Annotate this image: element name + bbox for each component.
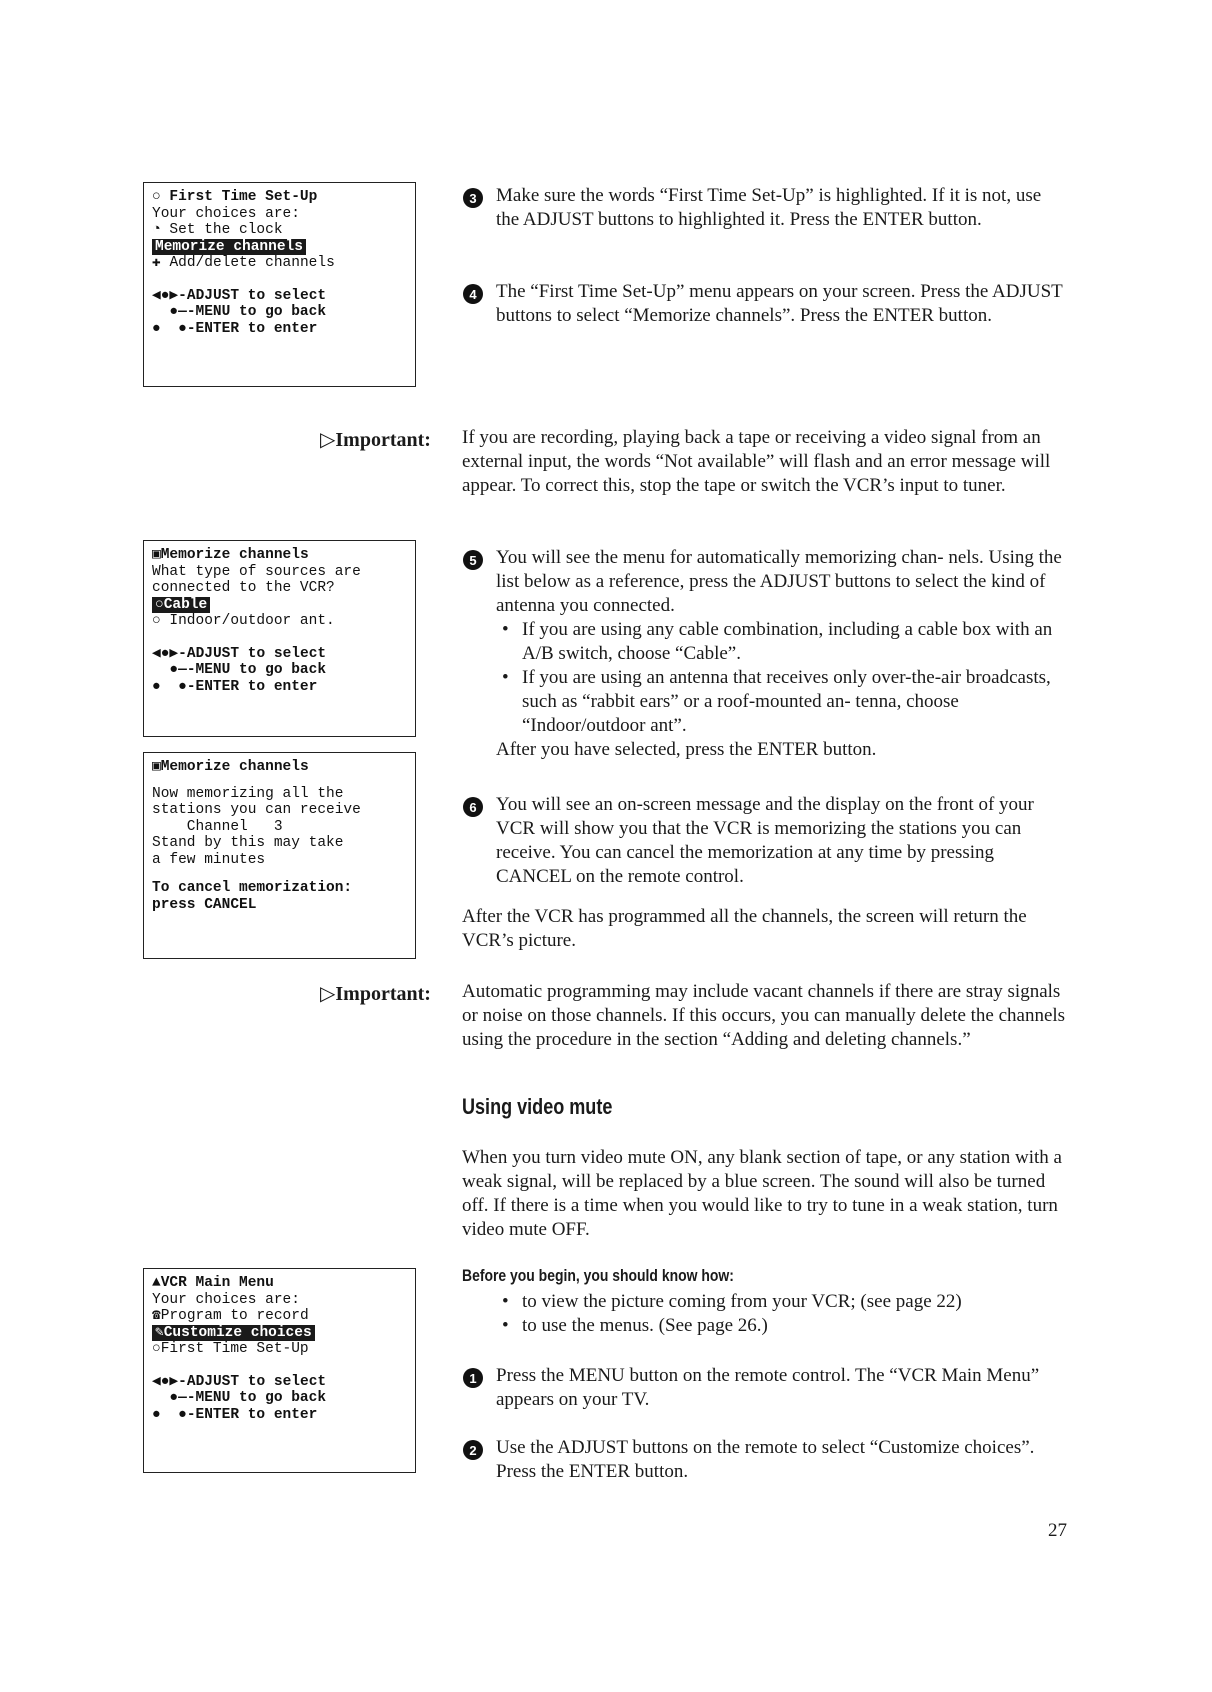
memorizing-channel: Channel 3 — [152, 818, 283, 835]
option-cable-selected: ○Cable — [152, 597, 210, 614]
nav-menu: ●—-MENU to go back — [152, 304, 327, 320]
nav-enter: ● ●-ENTER to enter — [152, 1406, 318, 1423]
after-programmed-text: After the VCR has programmed all the channels, the screen will return the VCR’s picture. — [462, 906, 1027, 951]
step-5-bullet-cable: • If you are using any cable combination, including a cable box with an A/B switch, choose “Cable”. — [496, 618, 1066, 666]
step-5-text: You will see the menu for automatically memorizing chan- nels. Using the list below as a reference, press the ADJUST buttons to select the kind of antenna you connected. — [496, 547, 1062, 616]
screen-title: ▣Memorize channels — [152, 759, 309, 775]
option-program-record: ☎Program to record — [152, 1308, 309, 1324]
important-label-1: ▷Important: — [320, 429, 431, 451]
video-mute-intro: When you turn video mute ON, any blank section of tape, or any station with a weak signal, will be replaced by a blue screen. The sound will also be turned off. If there is a time when you would like to try to tune in a weak station, turn video mute OFF. — [462, 1147, 1062, 1240]
memorizing-line-1: Now memorizing all the — [152, 785, 344, 802]
nav-enter: ● ●-ENTER to enter — [152, 320, 318, 337]
before-item-view-picture: • to view the picture coming from your VCR; (see page 22) — [496, 1290, 1066, 1314]
important-text-2: Automatic programming may include vacant channels if there are stray signals or noise on those channels. If this occurs, you can manually delete the channels using the procedure in the section “Adding and deleting channels.” — [462, 981, 1066, 1050]
step-5-block — [496, 546, 1066, 762]
memorizing-line-5: a few minutes — [152, 851, 266, 868]
step-6-badge: 6 — [463, 797, 483, 817]
step-4-badge: 4 — [463, 284, 483, 304]
cancel-line-1: To cancel memorization: — [152, 880, 353, 896]
nav-enter: ● ●-ENTER to enter — [152, 678, 318, 695]
nav-adjust: ◀●▶-ADJUST to select — [152, 1373, 327, 1390]
memorize-type-screen — [143, 540, 416, 737]
screen-title: ▣Memorize channels — [152, 547, 309, 563]
option-memorize-channels-selected: Memorize channels — [152, 239, 306, 256]
nav-adjust: ◀●▶-ADJUST to select — [152, 287, 327, 304]
before-you-begin-heading: Before you begin, you should know how: — [462, 1266, 734, 1285]
step-3-text: Make sure the words “First Time Set-Up” is highlighted. If it is not, use the ADJUST buttons to highlighted it. Press the ENTER button. — [496, 185, 1042, 230]
vcr-main-menu-screen — [143, 1268, 416, 1473]
before-item-use-menus: • to use the menus. (See page 26.) — [496, 1314, 1066, 1338]
screen-title: ○ First Time Set-Up — [152, 189, 318, 205]
section-heading: Using video mute — [462, 1094, 613, 1119]
step-5-badge: 5 — [463, 550, 483, 570]
screen-prompt: Your choices are: — [152, 205, 300, 222]
step-2-badge: 2 — [463, 1440, 483, 1460]
step-1-badge: 1 — [463, 1368, 483, 1388]
step-5-after: After you have selected, press the ENTER button. — [496, 739, 877, 760]
option-first-time-setup: ○First Time Set-Up — [152, 1341, 309, 1357]
screen-prompt: Your choices are: — [152, 1291, 300, 1308]
before-you-begin-list — [496, 1290, 1066, 1338]
nav-menu: ●—-MENU to go back — [152, 662, 327, 678]
page-number: 27 — [1048, 1520, 1067, 1541]
memorizing-line-2: stations you can receive — [152, 802, 361, 818]
first-time-setup-screen — [143, 182, 416, 387]
step-5-bullet-antenna: • If you are using an antenna that receives only over-the-air broadcasts, such as “rabbit ears” or a roof-mounted an- tenna, choose “Indoor/outdoor ant”. — [496, 666, 1066, 738]
memorizing-line-4: Stand by this may take — [152, 835, 344, 851]
step-1-text: Press the MENU button on the remote control. The “VCR Main Menu” appears on your TV. — [496, 1365, 1040, 1410]
option-add-delete: ✚ Add/delete channels — [152, 255, 335, 271]
screen-title: ▲VCR Main Menu — [152, 1275, 274, 1291]
cancel-line-2: press CANCEL — [152, 896, 257, 913]
screen-prompt-2: connected to the VCR? — [152, 580, 335, 596]
step-3-badge: 3 — [463, 188, 483, 208]
step-4-text: The “First Time Set-Up” menu appears on your screen. Press the ADJUST buttons to select “Memorize channels”. Press the ENTER button. — [496, 281, 1063, 326]
important-text-1: If you are recording, playing back a tape or receiving a video signal from an external input, the words “Not available” will flash and an error message will appear. To correct this, stop the tape or switch the VCR’s input to tuner. — [462, 427, 1051, 496]
step-6-text: You will see an on-screen message and the display on the front of your VCR will show you that the VCR is memorizing the stations you can receive. You can cancel the memorization at any time by pressing CANCEL on the remote control. — [496, 794, 1034, 887]
nav-adjust: ◀●▶-ADJUST to select — [152, 645, 327, 662]
important-label-2: ▷Important: — [320, 983, 431, 1005]
option-set-clock: ◔ Set the clock — [152, 222, 283, 238]
screen-prompt-1: What type of sources are — [152, 563, 361, 580]
option-customize-selected: ✎Customize choices — [152, 1325, 315, 1342]
step-2-text: Use the ADJUST buttons on the remote to select “Customize choices”. Press the ENTER button. — [496, 1437, 1035, 1482]
memorizing-screen — [143, 752, 416, 959]
nav-menu: ●—-MENU to go back — [152, 1390, 327, 1406]
option-indoor-outdoor: ○ Indoor/outdoor ant. — [152, 613, 335, 629]
